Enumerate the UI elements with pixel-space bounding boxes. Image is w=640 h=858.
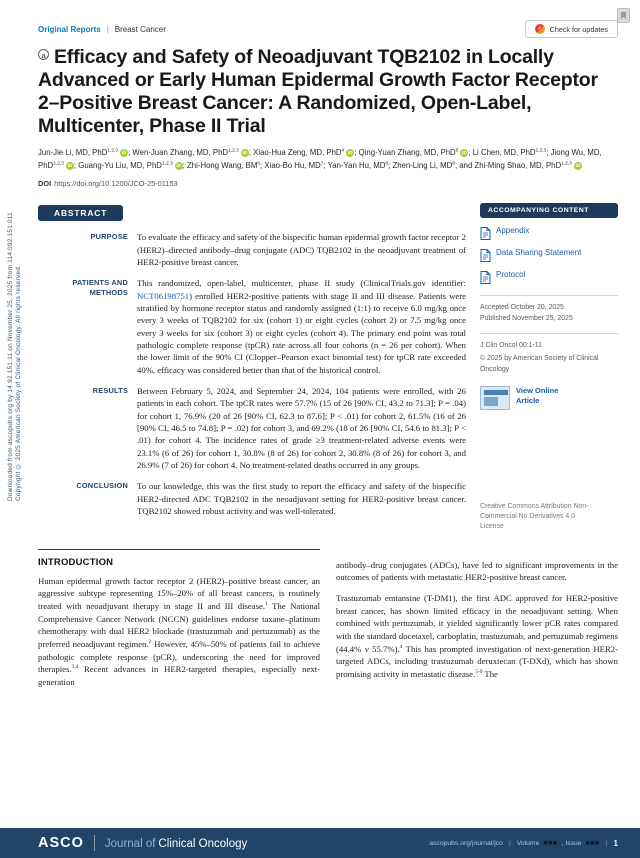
check-for-updates-button[interactable] bbox=[525, 20, 618, 38]
abstract-heading: ABSTRACT bbox=[38, 205, 123, 221]
author-separator: ; bbox=[468, 148, 473, 157]
watermark-line-1: Downloaded from ascopubs.org by 14.92.151.11 on November 25, 2025 from 114.092.151.011 bbox=[7, 212, 14, 502]
abstract-section bbox=[38, 203, 466, 533]
article-thumbnail-icon bbox=[480, 386, 510, 410]
author-separator: ; bbox=[182, 160, 188, 170]
abstract-purpose-row bbox=[38, 231, 466, 268]
author-separator: ; bbox=[260, 160, 265, 170]
issue-placeholder: ■■■ bbox=[585, 839, 600, 847]
author-name[interactable]: Zhi-Ming Shao, MD, PhD$^{1,2,3}$ bbox=[474, 160, 572, 170]
methods-text-pre: This randomized, open-label, multicenter, phase II study (ClinicalTrials.gov identifier: bbox=[137, 278, 466, 289]
author-separator: ; bbox=[248, 148, 254, 157]
orcid-icon[interactable]: iD bbox=[67, 162, 73, 168]
asco-logo[interactable]: ASCO bbox=[38, 835, 84, 851]
journal-footer bbox=[0, 828, 640, 858]
journal-name bbox=[105, 834, 247, 852]
author-name[interactable]: Qing-Yuan Zhang, MD, PhD$^5$ bbox=[358, 148, 459, 157]
accepted-date: Accepted October 20, 2025 bbox=[480, 304, 564, 312]
author-name[interactable]: Li Chen, MD, PhD$^{1,2,3}$ bbox=[472, 148, 547, 157]
accompanying-link[interactable] bbox=[480, 270, 618, 286]
author-name[interactable]: Xiao-Hua Zeng, MD, PhD$^4$ bbox=[253, 148, 345, 157]
volume-placeholder: ■■■ bbox=[543, 839, 558, 847]
accompanying-link[interactable] bbox=[480, 248, 618, 264]
subcategory-label: Breast Cancer bbox=[114, 24, 166, 34]
author bbox=[264, 161, 327, 170]
check-updates-label: Check for updates bbox=[549, 24, 608, 34]
published-date: Published November 25, 2025 bbox=[480, 314, 573, 322]
orcid-icon[interactable]: iD bbox=[176, 162, 181, 168]
footer-meta bbox=[429, 839, 618, 848]
author-name[interactable]: Wen-Juan Zhang, MD, PhD$^{1,2,3}$ bbox=[132, 148, 239, 157]
abstract-methods-row bbox=[38, 277, 466, 376]
article-dates bbox=[480, 295, 618, 324]
page-number: 1 bbox=[613, 838, 618, 848]
purpose-label: PURPOSE bbox=[90, 232, 128, 242]
author bbox=[359, 148, 473, 157]
author-separator: ; bbox=[73, 160, 79, 170]
accompanying-content-panel bbox=[480, 203, 618, 533]
column-1-paragraphs bbox=[38, 575, 320, 688]
results-label: RESULTS bbox=[92, 386, 128, 396]
accompanying-link-label: Appendix bbox=[496, 226, 530, 236]
citation-block bbox=[480, 333, 618, 376]
footer-separator: | bbox=[508, 839, 511, 847]
results-text: Between February 5, 2024, and September 24, 2024, 104 patients were enrolled, with 26 patients in each cohort. The tpCR rates were 57.7% (15 of 26 [90% CI, 43.2 to 71.3]; P = .04) for cohort 1, 76.9% (20 of 26 [90% CI, 62.3 to 87.6]; P < .01) for cohort 2, 61.5% (16 of 26 [90% CI, 46.5 to 74.8]; P = .02) for cohort 3, and 69.2% (18 of 26 [90% CI, 54.6 to 81.3]; P < .01) for cohort 4. The incidence rates of grade ≥3 treatment-related adverse events were 23.1% (6 of 26) for cohort 1, 30.8% (8 of 26) for cohort 2, 30.8% (8 of 26) for cohort 3, and 26.9% (7 of 26) for cohort 4. No treatment-related deaths occurred in any groups. bbox=[137, 386, 466, 471]
nct-trial-link[interactable]: NCT06198751 bbox=[137, 290, 190, 301]
author-name[interactable]: Jiong Wu, MD, PhD$^{1,2,3}$ bbox=[38, 148, 602, 170]
download-watermark bbox=[7, 212, 22, 501]
abstract-results-row bbox=[38, 385, 466, 471]
kicker-divider: | bbox=[106, 24, 109, 34]
view-online-article-link[interactable] bbox=[480, 386, 618, 410]
view-online-label: View Online Article bbox=[516, 385, 559, 405]
accompanying-link[interactable] bbox=[480, 226, 618, 242]
author bbox=[78, 161, 187, 170]
footer-journal-url[interactable]: ascopubs.org/journal/jco bbox=[429, 839, 503, 847]
body-paragraph: Trastuzumab emtansine (T-DM1), the first ADC approved for HER2-positive breast cancer, has shown limited efficacy in the neoadjuvant setting. When combined with pertuzumab, it yielded significantly lower pCR rates compared with the standard docetaxel, carboplatin, trastuzumab, and pertuzumab regimens (44.4% v 55.7%).$^4$ This has prompted investigation of next-generation HER2-targeted ADCs, including trastuzumab deruxtecan (T-DXd), which has shown promising activity in metastatic disease.$^{5-9}$ The bbox=[336, 593, 619, 679]
conclusion-text: To our knowledge, this was the first study to report the efficacy and safety of the bispecific HER2-directed ADC TQB2102 in the neoadjuvant setting for HER2-positive breast cancer. TQB2102 showed robust activity and was well-tolerated. bbox=[137, 481, 466, 517]
methods-text bbox=[137, 277, 466, 376]
viewer-bookmark-icon[interactable] bbox=[617, 8, 630, 23]
author-name[interactable]: Zhi-Hong Wang, $BM^6$ bbox=[187, 160, 261, 170]
author bbox=[328, 161, 393, 170]
author bbox=[132, 148, 253, 157]
doi-link[interactable]: https://doi.org/10.1200/JCO-25-01153 bbox=[54, 179, 178, 189]
abstract-conclusion-row bbox=[38, 480, 466, 517]
author-name[interactable]: Xiao-Bo Hu, $MD^7$ bbox=[264, 160, 324, 170]
accompanying-link-label: Protocol bbox=[496, 270, 526, 280]
orcid-icon[interactable]: iD bbox=[462, 150, 467, 155]
document-icon bbox=[480, 249, 491, 264]
copyright-line: © 2025 by American Society of Clinical Oncology bbox=[480, 355, 599, 374]
author-separator: ; bbox=[388, 160, 393, 170]
author-separator: ; and bbox=[454, 160, 475, 170]
article-kicker bbox=[38, 20, 618, 38]
check-glyph: ✓ bbox=[537, 26, 543, 32]
author-name[interactable]: Zhen-Ling Li, $MD^8$ bbox=[392, 160, 455, 170]
methods-text-post: ) enrolled HER2-positive patients with stage II and III disease. Patients were stratified by hormone receptor status and randomly assigned (1:1) to receive 6.0 mg/kg once every 3 weeks of TQB2102 for six (cohort 1) or eight cycles (cohort 2) or 7.5 mg/kg once every 3 weeks for six (cohort 3) or eight cycles (cohort 4). The primary end point was total pathologic complete response (tpCR) rate across all four cohorts (n = 26 per cohort). When the lower limit of the 90% CI (Clopper–Pearson exact binomial test) for tpCR rate exceeded 40%, efficacy was considered better than that of the historical control. bbox=[137, 290, 466, 375]
conclusion-label: CONCLUSION bbox=[76, 481, 128, 491]
article-title bbox=[38, 46, 613, 138]
accompanying-content-heading: ACCOMPANYING CONTENT bbox=[480, 203, 618, 218]
author bbox=[392, 161, 474, 170]
body-column-2 bbox=[336, 549, 618, 688]
footer-separator: | bbox=[605, 839, 608, 847]
author-separator: ; bbox=[128, 148, 133, 157]
journal-citation: J Clin Oncol 00:1-11 bbox=[480, 341, 542, 349]
journal-name-main: Clinical Oncology bbox=[158, 838, 248, 850]
author bbox=[253, 148, 358, 157]
author-separator: ; bbox=[354, 148, 359, 157]
volume-label: Volume bbox=[516, 839, 540, 847]
article-title-text: Efficacy and Safety of Neoadjuvant TQB2102 in Locally Advanced or Early Human Epidermal Growth Factor Receptor 2–Positive Breast Cancer: A Randomized, Open-Label, Multicenter, Phase II Trial bbox=[38, 46, 598, 137]
body-paragraph: antibody–drug conjugates (ADCs), have led to significant improvements in the outcomes of patients with metastatic HER2-positive breast cancer. bbox=[336, 559, 618, 583]
orcid-icon[interactable]: iD bbox=[242, 150, 248, 155]
open-access-icon: a bbox=[38, 49, 49, 60]
article-body bbox=[38, 549, 618, 688]
author bbox=[38, 148, 132, 157]
accompanying-links bbox=[480, 226, 618, 286]
author bbox=[187, 161, 264, 170]
orcid-icon[interactable]: iD bbox=[347, 150, 353, 155]
author-separator: ; bbox=[323, 160, 328, 170]
body-paragraph: Human epidermal growth factor receptor 2 (HER2)–positive breast cancer, an aggressive subtype representing 15%–20% of all breast cancers, is routinely treated with neoadjuvant therapy in stage II and III disease.$^1$ The National Comprehensive Cancer Network (NCCN) guidelines endorse taxane–platinum chemotherapy with dual HER2 blockade (trastuzumab and pertuzumab) as the preferred neoadjuvant regimen.$^2$ However, 45%–50% of patients fail to achieve pathologic complete response (pCR), underscoring the need for improved therapies.$^{3,4}$ Recent advances in HER2-targeted therapies, especially next-generation bbox=[38, 575, 320, 687]
license-text: Creative Commons Attribution Non-Commercial No Derivatives 4.0 License bbox=[480, 502, 589, 531]
author bbox=[473, 148, 551, 157]
author-name[interactable]: Yan-Yan Hu, $MD^8$ bbox=[327, 160, 389, 170]
watermark-line-2: Copyright © 2025 American Society of Clinical Oncology. All rights reserved. bbox=[15, 264, 22, 502]
introduction-heading: INTRODUCTION bbox=[38, 549, 320, 568]
author-list bbox=[38, 147, 620, 172]
document-icon bbox=[480, 271, 491, 286]
footer-divider bbox=[94, 835, 95, 851]
column-2-paragraphs bbox=[336, 559, 618, 680]
document-icon bbox=[480, 227, 491, 242]
orcid-icon[interactable]: iD bbox=[121, 150, 127, 155]
purpose-text: To evaluate the efficacy and safety of the bispecific human epidermal growth factor receptor 2 (HER2)–directed antibody–drug conjugate (ADC) TQB2102 in the neoadjuvant treatment of HER2-positive breast cancer. bbox=[137, 232, 466, 267]
author-separator: ; bbox=[546, 148, 551, 157]
methods-label: PATIENTS AND METHODS bbox=[72, 278, 128, 298]
journal-name-prefix: Journal of bbox=[104, 838, 156, 850]
crossmark-icon bbox=[535, 24, 545, 34]
author bbox=[474, 161, 581, 170]
author-name[interactable]: Guang-Yu Liu, MD, PhD$^{1,2,3}$ bbox=[78, 160, 173, 170]
issue-label: , Issue bbox=[561, 839, 582, 847]
body-column-1 bbox=[38, 549, 320, 688]
author-name[interactable]: Jun-Jie Li, MD, PhD$^{1,2,3}$ bbox=[38, 148, 119, 157]
orcid-icon[interactable]: iD bbox=[575, 162, 581, 168]
abstract-area bbox=[38, 203, 618, 533]
doi-label: DOI bbox=[38, 179, 52, 189]
accompanying-link-label: Data Sharing Statement bbox=[496, 248, 582, 258]
category-link[interactable]: Original Reports bbox=[38, 24, 101, 34]
doi-line bbox=[38, 179, 618, 188]
